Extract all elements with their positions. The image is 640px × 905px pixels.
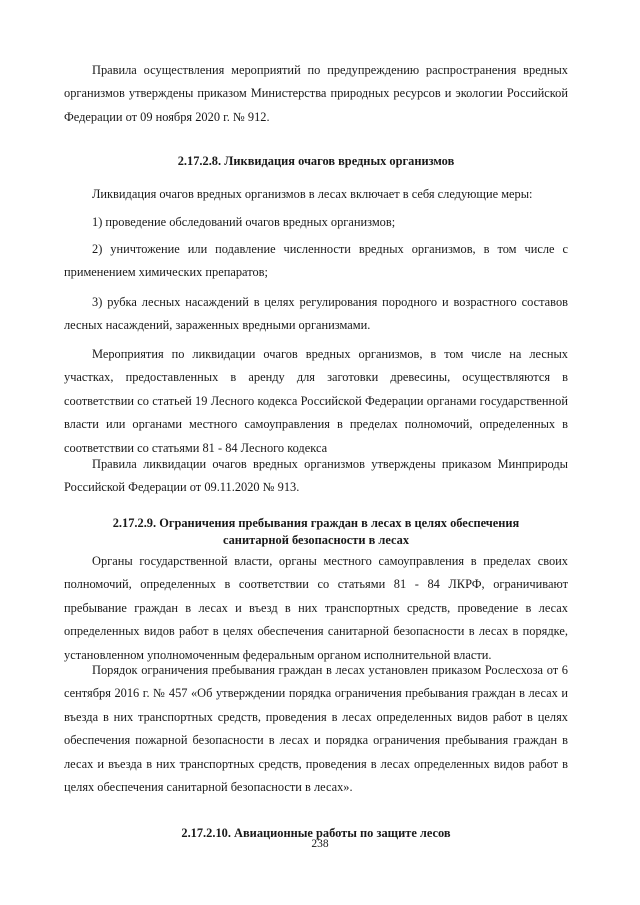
- paragraph-rules-912: Правила осуществления мероприятий по предупреждению распространения вредных организмов утверждены приказом Министерства природных ресурсов и экологии Российской Федерации от 09 ноября 2020 г. № 912.: [64, 63, 568, 124]
- paragraph-measures-intro: Ликвидация очагов вредных организмов в лесах включает в себя следующие меры:: [92, 187, 533, 201]
- list-item-3: 3) рубка лесных насаждений в целях регулирования породного и возрастного составов лесных насаждений, зараженных вредными организмами.: [64, 295, 568, 333]
- paragraph-order-457: Порядок ограничения пребывания граждан в лесах установлен приказом Рослесхоза от 6 сентября 2016 г. № 457 «Об утверждении порядка ограничения пребывания граждан в лесах и въезда в них транспортных средств, проведения в лесах определенных видов работ в целях обеспечения пожарной безопасности в лесах и порядка ограничения пребывания граждан в лесах и въезда в них транспортных средств, проведения в лесах определенных видов работ в целях обеспечения санитарной безопасности в лесах».: [64, 663, 568, 795]
- list-item-2: 2) уничтожение или подавление численности вредных организмов, в том числе с применением химических препаратов;: [64, 242, 568, 280]
- paragraph-authorities-restrict: Органы государственной власти, органы местного самоуправления в пределах своих полномочий, определенных в соответствии со статьями 81 - 84 ЛКРФ, ограничивают пребывание граждан в лесах и въезд в них транспортных средств, проведение в лесах определенных видов работ в целях обеспечения санитарной безопасности в лесах в порядке, установленном уполномоченным федеральным органом исполнительной власти.: [64, 554, 568, 662]
- paragraph-liquidation-measures: Мероприятия по ликвидации очагов вредных организмов, в том числе на лесных участках, предоставленных в аренду для заготовки древесины, осуществляются в соответствии со статьей 19 Лесного кодекса Российской Федерации органами государственной власти или органами местного самоуправления в пределах полномочий, определенных в соответствии со статьями 81 - 84 Лесного кодекса: [64, 347, 568, 455]
- section-heading-2-17-2-8: 2.17.2.8. Ликвидация очагов вредных организмов: [177, 154, 455, 168]
- list-item-1: 1) проведение обследований очагов вредных организмов;: [92, 215, 396, 229]
- paragraph-rules-913: Правила ликвидации очагов вредных организмов утверждены приказом Минприроды Российской Федерации от 09.11.2020 № 913.: [64, 457, 568, 495]
- page-number: 238: [311, 838, 329, 850]
- section-heading-2-17-2-9: 2.17.2.9. Ограничения пребывания граждан в лесах в целях обеспечения санитарной безопасности в лесах: [112, 516, 520, 547]
- section-heading-2-17-2-10: 2.17.2.10. Авиационные работы по защите лесов: [181, 826, 451, 840]
